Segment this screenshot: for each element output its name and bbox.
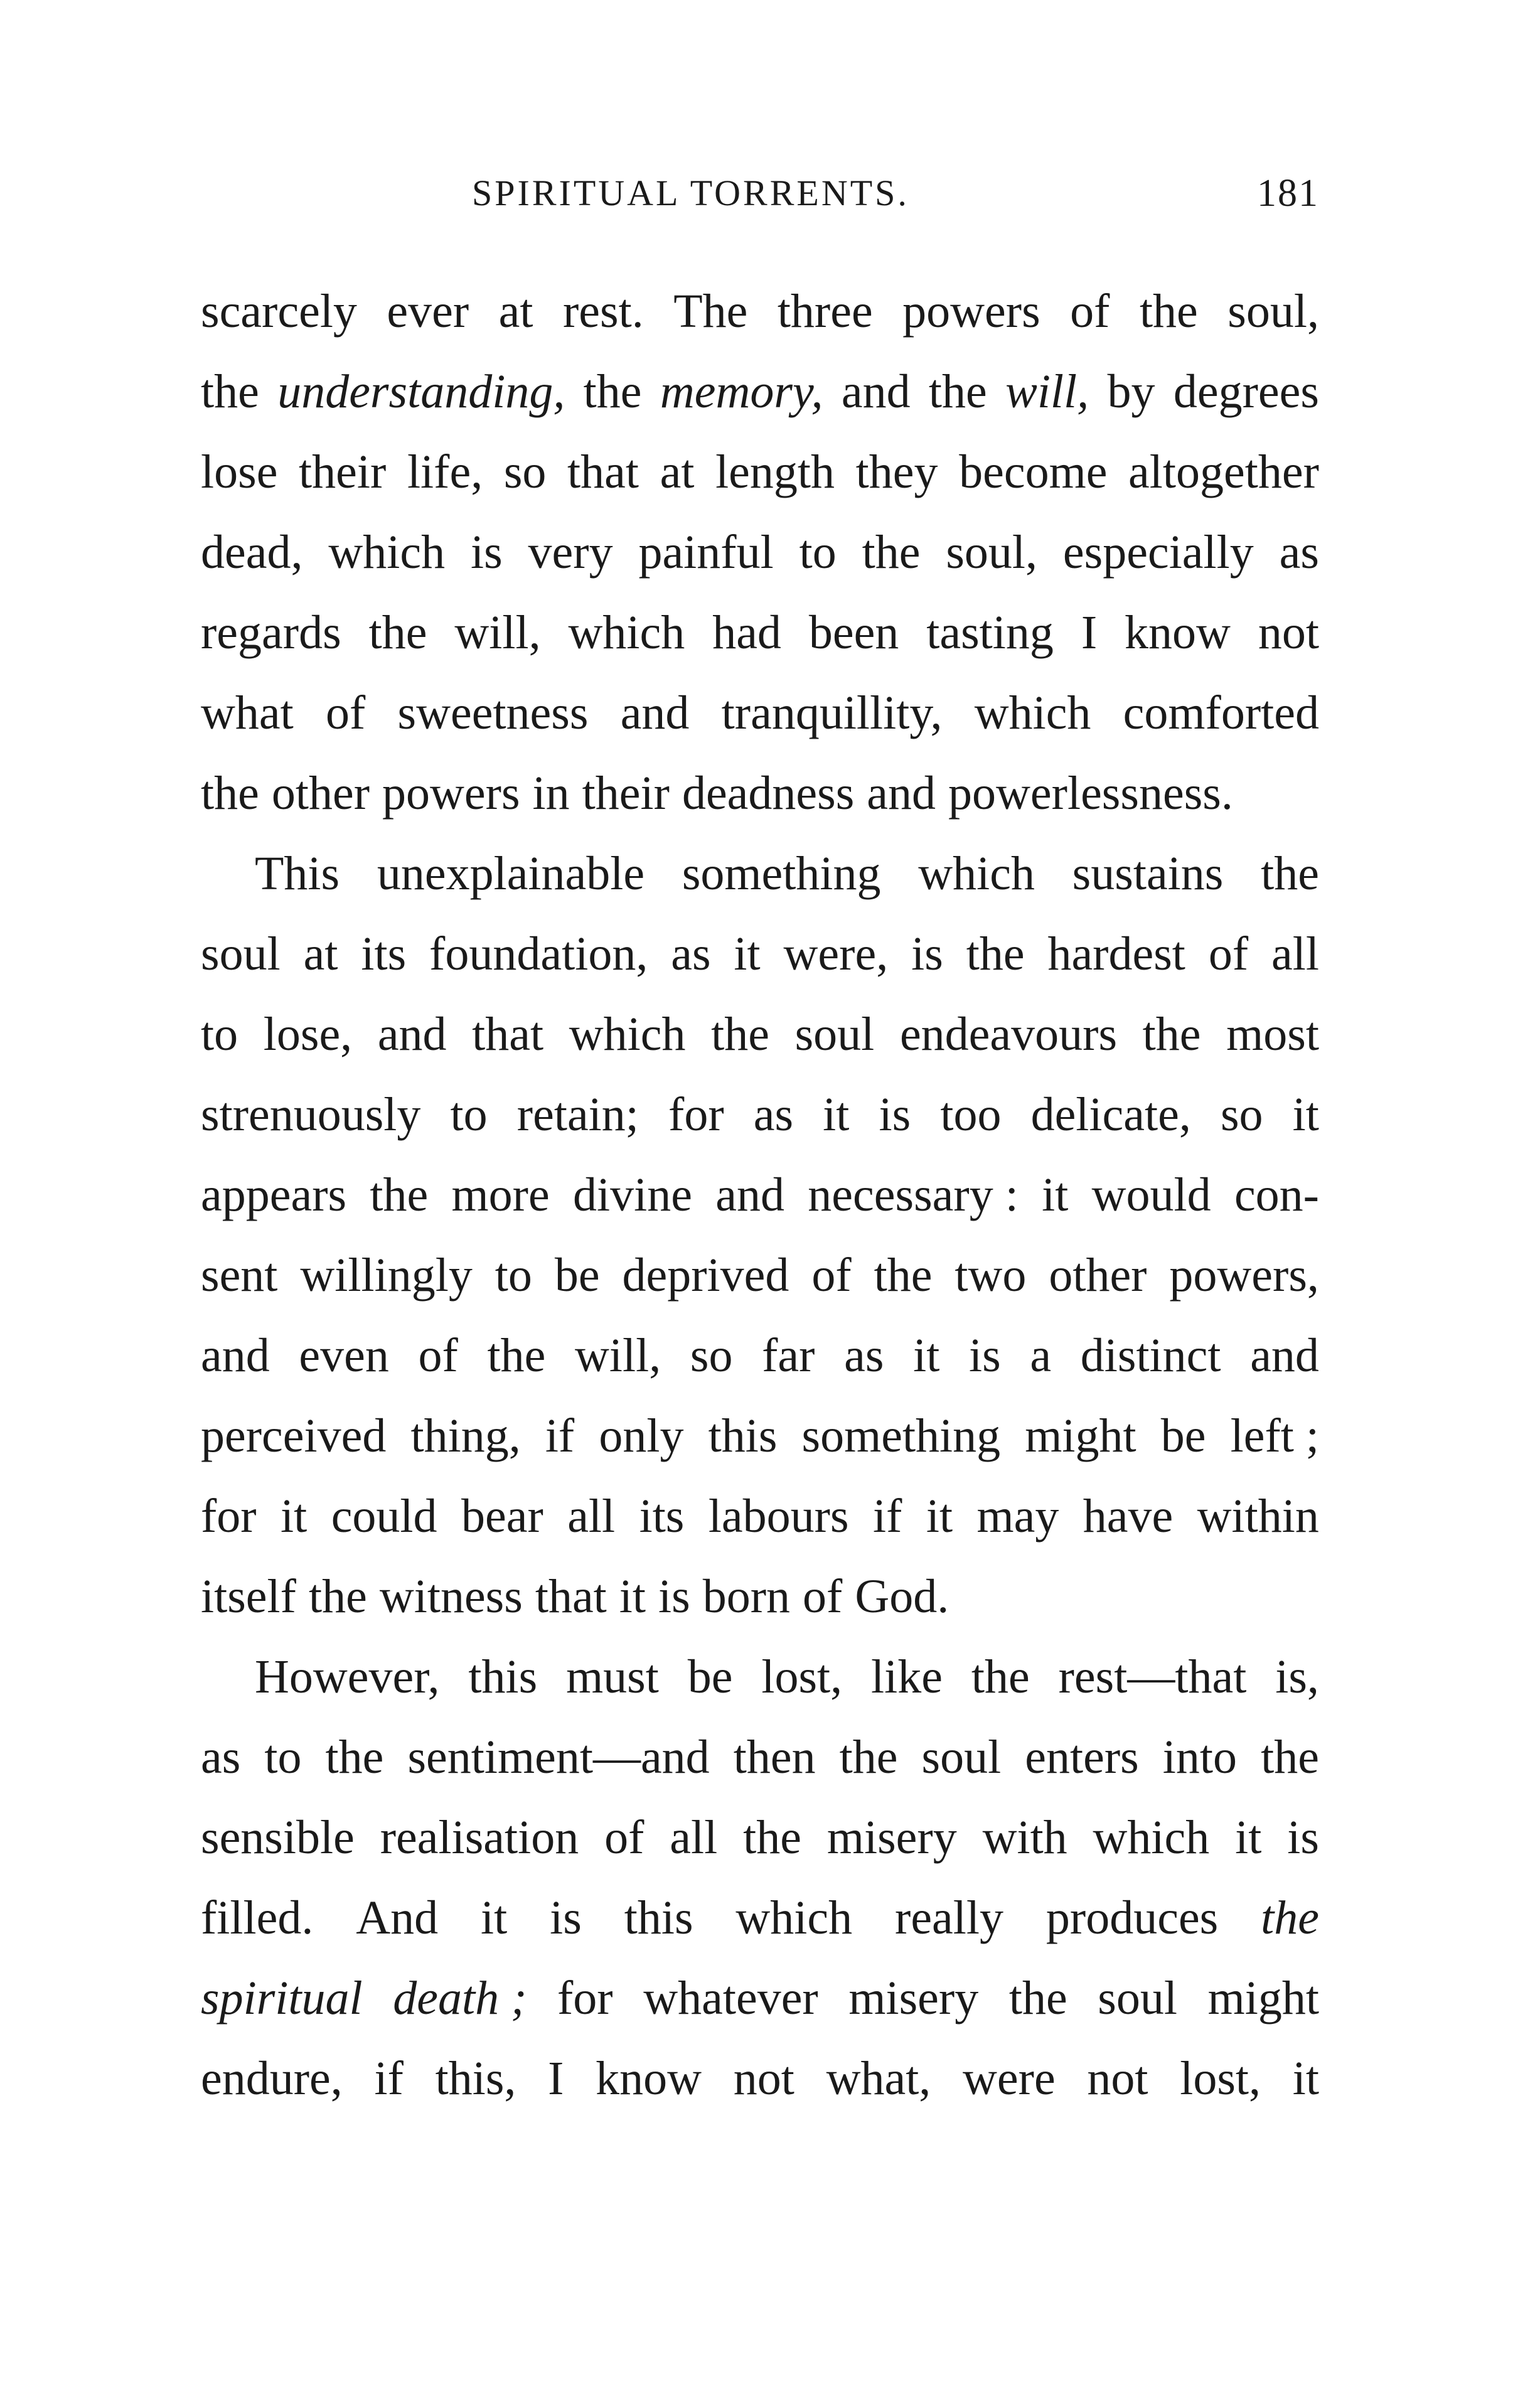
- text-line: [201, 592, 1319, 673]
- word: the: [874, 1249, 933, 1302]
- word: might: [1207, 1972, 1319, 2025]
- body-text: [201, 271, 1319, 2119]
- word: and: [1250, 1329, 1319, 1382]
- word: the: [971, 1650, 1030, 1703]
- word: a: [1030, 1329, 1052, 1382]
- word: might: [1025, 1409, 1136, 1462]
- word: all: [1271, 928, 1319, 980]
- word: misery: [826, 1811, 957, 1864]
- word: it: [913, 1329, 940, 1382]
- word: whatever: [643, 1972, 818, 2025]
- word: too: [940, 1088, 1002, 1141]
- word: which: [569, 1008, 686, 1061]
- word: appears: [201, 1169, 347, 1221]
- word: all: [670, 1811, 718, 1864]
- word: divine: [573, 1169, 692, 1221]
- word: then: [733, 1731, 816, 1784]
- word: altogether: [1128, 446, 1319, 498]
- word: regards: [201, 606, 341, 659]
- word: deadness: [682, 767, 855, 820]
- word: very: [528, 526, 613, 579]
- word: as: [671, 928, 711, 980]
- word: the: [1139, 285, 1198, 338]
- word: it: [734, 928, 761, 980]
- word: if: [545, 1409, 575, 1462]
- word: within: [1197, 1490, 1319, 1543]
- word: comforted: [1123, 687, 1319, 739]
- word: by: [1107, 365, 1155, 418]
- word: left ;: [1230, 1409, 1319, 1462]
- word: sweetness: [397, 687, 589, 739]
- word: is: [550, 1891, 582, 1944]
- word: is: [969, 1329, 1001, 1382]
- word: the: [1261, 1891, 1319, 1944]
- word: the: [370, 1169, 429, 1221]
- running-title: SPIRITUAL TORRENTS.: [472, 173, 909, 213]
- word: to: [799, 526, 837, 579]
- word: at: [498, 285, 533, 338]
- word: The: [673, 285, 748, 338]
- word: willingly: [300, 1249, 473, 1302]
- word: the: [862, 526, 921, 579]
- word: become: [959, 446, 1108, 498]
- word: were,: [783, 928, 889, 980]
- word: to: [201, 1008, 238, 1061]
- word: only: [599, 1409, 684, 1462]
- word: the: [743, 1811, 801, 1864]
- word: all: [567, 1490, 616, 1543]
- word: know: [1125, 606, 1231, 659]
- word: the: [711, 1008, 769, 1061]
- word: with: [982, 1811, 1067, 1864]
- word: born: [702, 1570, 791, 1623]
- word: tranquillity,: [721, 687, 943, 739]
- word: produces: [1045, 1891, 1219, 1944]
- word: This: [255, 847, 340, 900]
- word: and: [841, 365, 911, 418]
- word: at: [660, 446, 695, 498]
- word: if: [872, 1490, 902, 1543]
- word: understanding,: [277, 365, 565, 418]
- word: itself: [201, 1570, 296, 1623]
- text-line: [201, 1315, 1319, 1396]
- word: most: [1226, 1008, 1319, 1061]
- word: necessary :: [808, 1169, 1019, 1221]
- word: of: [418, 1329, 458, 1382]
- word: painful: [638, 526, 774, 579]
- word: bear: [461, 1490, 543, 1543]
- word: soul: [794, 1008, 875, 1061]
- word: the: [201, 767, 259, 820]
- word: will,: [575, 1329, 661, 1382]
- word: delicate,: [1030, 1088, 1191, 1141]
- text-line: [201, 1074, 1319, 1155]
- text-line: [201, 351, 1319, 432]
- word: death ;: [393, 1972, 527, 2025]
- word: so: [1220, 1088, 1263, 1141]
- text-line: [201, 673, 1319, 753]
- word: their: [299, 446, 387, 498]
- word: dead,: [201, 526, 303, 579]
- word: its: [639, 1490, 685, 1543]
- text-line: [201, 1556, 1319, 1637]
- word: the: [1261, 847, 1319, 900]
- word: lost,: [761, 1650, 843, 1703]
- word: that: [535, 1570, 607, 1623]
- text-line: [201, 1396, 1319, 1476]
- word: soul,: [946, 526, 1038, 579]
- text-line: [201, 1878, 1319, 1958]
- text-line: [201, 1717, 1319, 1797]
- text-line: [201, 1476, 1319, 1556]
- word: as: [1279, 526, 1319, 579]
- word: is: [1287, 1811, 1319, 1864]
- word: it: [481, 1891, 508, 1944]
- word: scarcely: [201, 285, 357, 338]
- word: misery: [848, 1972, 979, 2025]
- word: And: [356, 1891, 439, 1944]
- word: to: [450, 1088, 488, 1141]
- word: which: [328, 526, 446, 579]
- word: not: [1087, 2052, 1148, 2105]
- word: the: [368, 606, 427, 659]
- word: unexplainable: [377, 847, 645, 900]
- word: of: [1208, 928, 1249, 980]
- word: the: [1008, 1972, 1067, 2025]
- word: length: [715, 446, 835, 498]
- word: con-: [1234, 1169, 1319, 1221]
- word: endeavours: [899, 1008, 1118, 1061]
- word: spiritual: [201, 1972, 363, 2025]
- word: if: [374, 2052, 404, 2105]
- word: to: [495, 1249, 532, 1302]
- word: could: [331, 1490, 437, 1543]
- word: it: [1235, 1811, 1262, 1864]
- word: rest.: [562, 285, 644, 338]
- word: degrees: [1173, 365, 1319, 418]
- word: at: [303, 928, 338, 980]
- word: strenuously: [201, 1088, 421, 1141]
- word: lost,: [1180, 2052, 1261, 2105]
- word: as: [753, 1088, 794, 1141]
- word: for: [557, 1972, 613, 2025]
- word: filled.: [201, 1891, 314, 1944]
- word: God.: [855, 1570, 949, 1623]
- text-line: [201, 833, 1319, 914]
- text-line: [201, 1155, 1319, 1235]
- word: into: [1162, 1731, 1238, 1784]
- word: endure,: [201, 2052, 343, 2105]
- word: its: [361, 928, 407, 980]
- word: is: [470, 526, 503, 579]
- word: However,: [255, 1650, 440, 1703]
- text-line: [201, 2038, 1319, 2119]
- word: which: [568, 606, 685, 659]
- word: know: [596, 2052, 702, 2105]
- word: the: [1261, 1731, 1319, 1784]
- word: witness: [379, 1570, 523, 1623]
- word: so: [503, 446, 547, 498]
- word: deprived: [622, 1249, 789, 1302]
- word: soul,: [1227, 285, 1319, 338]
- word: the: [308, 1570, 367, 1623]
- word: not: [1258, 606, 1319, 659]
- word: they: [855, 446, 938, 498]
- word: I: [548, 2052, 564, 2105]
- word: and: [377, 1008, 447, 1061]
- word: to: [264, 1731, 302, 1784]
- text-line: [201, 1637, 1319, 1717]
- word: lose: [201, 446, 278, 498]
- word: have: [1083, 1490, 1174, 1543]
- word: and: [620, 687, 690, 739]
- word: I: [1081, 606, 1098, 659]
- text-line: [201, 914, 1319, 994]
- text-line: [201, 1958, 1319, 2038]
- word: rest—that: [1058, 1650, 1247, 1703]
- word: this: [708, 1409, 778, 1462]
- word: be: [687, 1650, 733, 1703]
- word: the: [928, 365, 987, 418]
- word: the: [839, 1731, 898, 1784]
- word: the: [1142, 1008, 1201, 1061]
- word: sensible: [201, 1811, 355, 1864]
- word: soul: [1098, 1972, 1177, 2025]
- word: which: [1093, 1811, 1210, 1864]
- word: tasting: [926, 606, 1054, 659]
- word: sentiment—and: [407, 1731, 710, 1784]
- text-line: [201, 432, 1319, 512]
- word: three: [777, 285, 873, 338]
- word: of: [604, 1811, 644, 1864]
- word: be: [1160, 1409, 1206, 1462]
- word: and: [715, 1169, 784, 1221]
- word: the: [201, 365, 259, 418]
- word: it: [1292, 2052, 1319, 2105]
- word: as: [844, 1329, 884, 1382]
- word: were: [963, 2052, 1056, 2105]
- word: which: [735, 1891, 853, 1944]
- word: what: [201, 687, 294, 739]
- word: even: [299, 1329, 389, 1382]
- word: retain;: [516, 1088, 639, 1141]
- word: the: [325, 1731, 384, 1784]
- word: not: [733, 2052, 794, 2105]
- word: so: [690, 1329, 733, 1382]
- word: powers: [382, 767, 520, 820]
- word: two: [954, 1249, 1027, 1302]
- word: hardest: [1047, 928, 1185, 980]
- word: memory,: [660, 365, 823, 418]
- word: more: [451, 1169, 550, 1221]
- word: like: [871, 1650, 943, 1703]
- word: be: [554, 1249, 600, 1302]
- word: and: [201, 1329, 270, 1382]
- word: perceived: [201, 1409, 387, 1462]
- text-line: [201, 271, 1319, 351]
- word: something: [801, 1409, 1001, 1462]
- word: really: [895, 1891, 1004, 1944]
- word: this: [468, 1650, 538, 1703]
- word: soul: [921, 1731, 1002, 1784]
- word: it: [281, 1490, 307, 1543]
- word: the: [966, 928, 1025, 980]
- word: life,: [407, 446, 483, 498]
- word: will,: [454, 606, 541, 659]
- word: in: [532, 767, 570, 820]
- word: it: [619, 1570, 646, 1623]
- word: will,: [1005, 365, 1089, 418]
- word: realisation: [380, 1811, 579, 1864]
- word: their: [582, 767, 670, 820]
- word: it: [823, 1088, 850, 1141]
- word: of: [325, 687, 366, 739]
- word: is: [658, 1570, 690, 1623]
- word: thing,: [410, 1409, 521, 1462]
- word: been: [808, 606, 899, 659]
- word: the: [487, 1329, 546, 1382]
- word: other: [1049, 1249, 1147, 1302]
- word: of: [811, 1249, 852, 1302]
- word: enters: [1025, 1731, 1139, 1784]
- word: as: [201, 1731, 241, 1784]
- text-line: [201, 994, 1319, 1074]
- word: and: [867, 767, 936, 820]
- word: the: [583, 365, 642, 418]
- text-line: [201, 753, 1319, 833]
- word: powers: [902, 285, 1040, 338]
- text-line: [201, 1797, 1319, 1878]
- running-head: [201, 168, 1319, 218]
- word: what,: [826, 2052, 931, 2105]
- word: that: [472, 1008, 544, 1061]
- page-number: 181: [1257, 172, 1319, 215]
- word: this,: [435, 2052, 516, 2105]
- word: for: [668, 1088, 724, 1141]
- word: something: [682, 847, 881, 900]
- word: of: [803, 1570, 843, 1623]
- word: other: [271, 767, 370, 820]
- word: is: [911, 928, 943, 980]
- word: ever: [387, 285, 469, 338]
- word: lose,: [263, 1008, 353, 1061]
- word: especially: [1062, 526, 1254, 579]
- word: sent: [201, 1249, 278, 1302]
- text-line: [201, 1235, 1319, 1315]
- word: sustains: [1072, 847, 1224, 900]
- word: powers,: [1169, 1249, 1319, 1302]
- word: it: [1292, 1088, 1319, 1141]
- word: distinct: [1080, 1329, 1221, 1382]
- word: it: [926, 1490, 953, 1543]
- text-line: [201, 512, 1319, 592]
- word: is,: [1275, 1650, 1319, 1703]
- word: of: [1070, 285, 1110, 338]
- word: powerlessness.: [948, 767, 1233, 820]
- word: for: [201, 1490, 257, 1543]
- word: foundation,: [429, 928, 648, 980]
- word: would: [1091, 1169, 1211, 1221]
- word: far: [762, 1329, 815, 1382]
- word: may: [976, 1490, 1059, 1543]
- word: had: [712, 606, 781, 659]
- word: which: [918, 847, 1035, 900]
- word: it: [1042, 1169, 1069, 1221]
- word: must: [566, 1650, 659, 1703]
- word: this: [624, 1891, 693, 1944]
- word: labours: [708, 1490, 849, 1543]
- word: which: [974, 687, 1091, 739]
- word: that: [567, 446, 639, 498]
- word: soul: [201, 928, 281, 980]
- word: is: [879, 1088, 911, 1141]
